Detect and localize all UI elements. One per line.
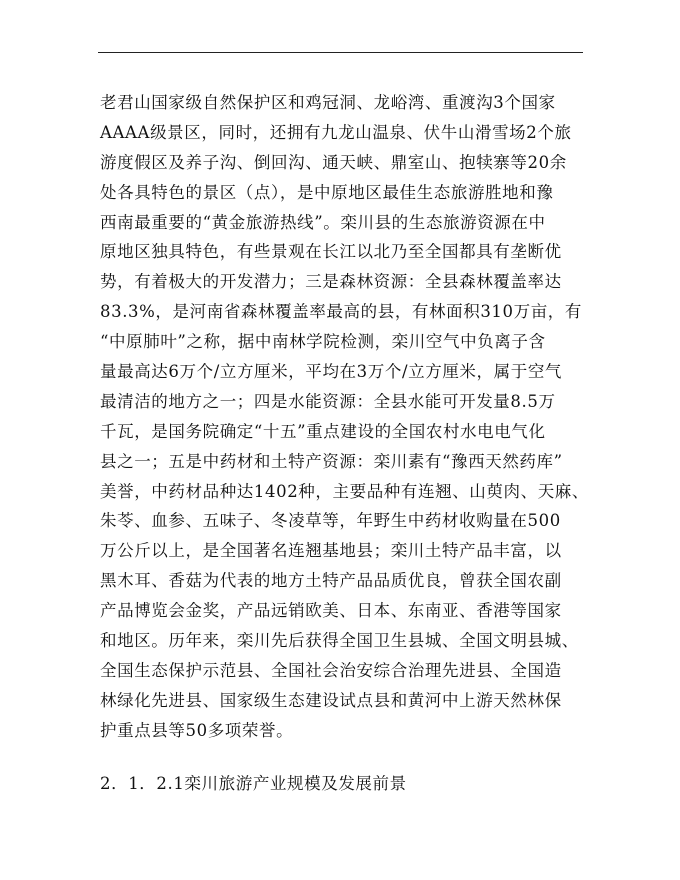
paragraph-line: 势，有着极大的开发潜力；三是森林资源：全县森林覆盖率达 bbox=[100, 272, 562, 292]
paragraph-line: AAAA级景区，同时，还拥有九龙山温泉、伏牛山滑雪场2个旅 bbox=[100, 122, 572, 142]
paragraph-line: 老君山国家级自然保护区和鸡冠洞、龙峪湾、重渡沟3个国家 bbox=[100, 93, 556, 112]
body-paragraph bbox=[100, 88, 600, 746]
paragraph-line: 朱苓、血参、五味子、冬凌草等，年野生中药材收购量在500 bbox=[100, 511, 561, 531]
paragraph-line: 83.3%，是河南省森林覆盖率最高的县，有林面积310万亩，有 bbox=[100, 302, 583, 322]
paragraph-line: 美誉，中药材品种达1402种，主要品种有连翘、山萸肉、天麻、 bbox=[100, 481, 589, 501]
paragraph-line: 产品博览会金奖，产品远销欧美、日本、东南亚、香港等国家 bbox=[100, 601, 562, 621]
section-heading: 2．1．2.1栾川旅游产业规模及发展前景 bbox=[100, 774, 407, 793]
paragraph-line: 和地区。历年来，栾川先后获得全国卫生县城、全国文明县城、 bbox=[100, 631, 579, 651]
paragraph-line: 最清洁的地方之一；四是水能资源：全县水能可开发量8.5万 bbox=[100, 391, 556, 411]
paragraph-line: 黑木耳、香菇为代表的地方土特产品品质优良，曾获全国农副 bbox=[100, 571, 562, 591]
paragraph-line: 西南最重要的“黄金旅游热线”。栾川县的生态旅游资源在中 bbox=[100, 212, 546, 232]
paragraph-line: 处各具特色的景区（点），是中原地区最佳生态旅游胜地和豫 bbox=[100, 182, 554, 202]
paragraph-line: 原地区独具特色，有些景观在长江以北乃至全国都具有垄断优 bbox=[100, 242, 562, 262]
paragraph-line: 全国生态保护示范县、全国社会治安综合治理先进县、全国造 bbox=[100, 660, 562, 680]
paragraph-line: 林绿化先进县、国家级生态建设试点县和黄河中上游天然林保 bbox=[100, 690, 562, 710]
paragraph-line: 千瓦，是国务院确定“十五”重点建设的全国农村水电电气化 bbox=[100, 421, 546, 441]
paragraph-line: “中原肺叶”之称，据中南林学院检测，栾川空气中负离子含 bbox=[100, 332, 546, 352]
paragraph-line: 县之一；五是中药材和土特产资源：栾川素有“豫西天然药库” bbox=[100, 451, 563, 471]
paragraph-line: 万公斤以上，是全国著名连翘基地县；栾川土特产品丰富，以 bbox=[100, 541, 562, 561]
header-rule bbox=[98, 52, 583, 53]
paragraph-line: 量最高达6万个/立方厘米，平均在3万个/立方厘米，属于空气 bbox=[100, 362, 563, 382]
paragraph-line: 游度假区及养子沟、倒回沟、通天峡、鼎室山、抱犊寨等20余 bbox=[100, 152, 567, 172]
paragraph-line: 护重点县等50多项荣誉。 bbox=[100, 720, 294, 740]
